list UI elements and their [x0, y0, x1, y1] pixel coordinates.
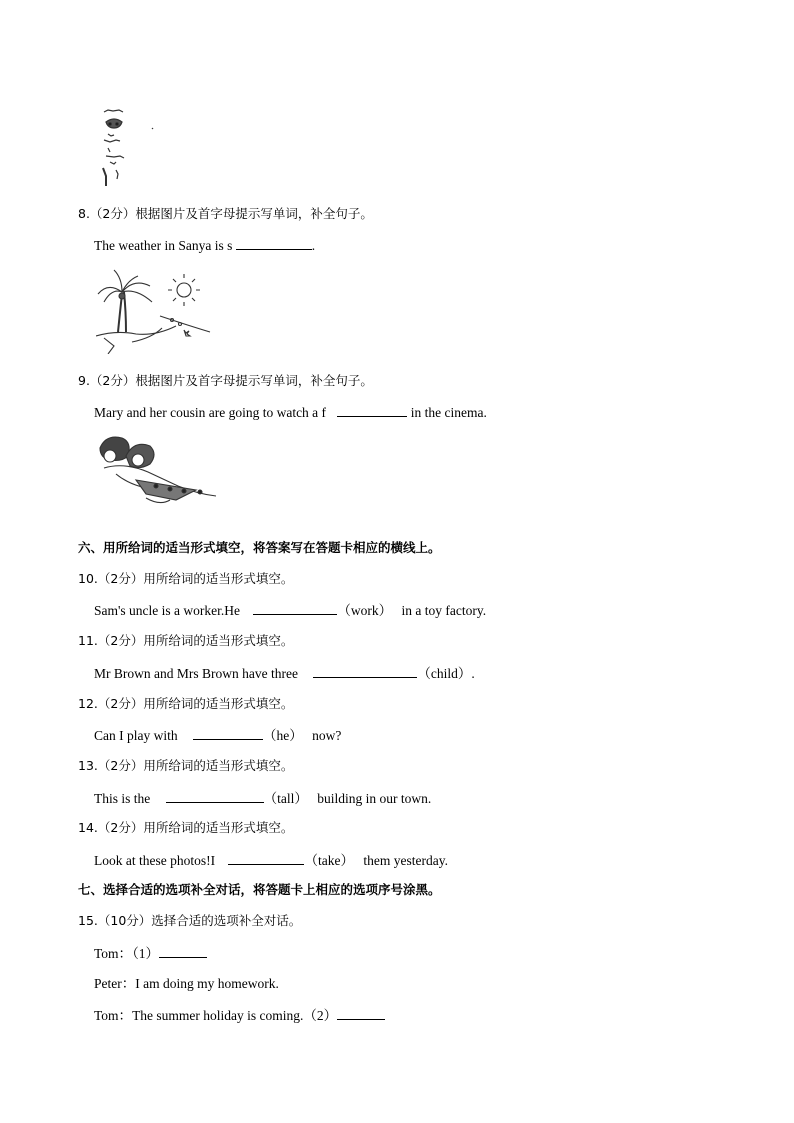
- dialogue-line-1-text: （1）: [132, 946, 160, 961]
- question-13-hint: （tall）: [263, 791, 308, 806]
- question-10-header: 10.（2分）用所给词的适当形式填空。: [78, 571, 294, 586]
- question-12-sentence: [94, 727, 341, 744]
- question-13-answer-blank[interactable]: [166, 790, 264, 803]
- speaker-peter: Peter：: [94, 976, 136, 991]
- question-14-answer-blank[interactable]: [228, 852, 304, 865]
- question-11-text-before: Mr Brown and Mrs Brown have three: [94, 666, 298, 681]
- question-14-header: 14.（2分）用所给词的适当形式填空。: [78, 820, 294, 835]
- dialogue-line-1: [94, 945, 207, 962]
- question-14-hint: （take）: [304, 853, 354, 868]
- question-9-answer-blank[interactable]: [337, 404, 407, 417]
- question-10-sentence: [94, 602, 486, 619]
- top-figure-illustration: [96, 104, 160, 190]
- question-11-hint: （child）: [417, 666, 472, 681]
- section-7-title: 七、选择合适的选项补全对话，将答题卡上相应的选项序号涂黑。: [78, 882, 441, 897]
- dialogue-line-3: [94, 1007, 385, 1024]
- question-14-text-before: Look at these photos!I: [94, 853, 216, 868]
- question-15-header: 15.（10分）选择合适的选项补全对话。: [78, 913, 302, 928]
- question-14-text-after: them yesterday.: [363, 853, 448, 868]
- dialogue-line-2: [94, 976, 279, 992]
- question-8-answer-blank[interactable]: [236, 237, 312, 250]
- question-10-hint: （work）: [337, 603, 393, 618]
- question-14-sentence: [94, 852, 448, 869]
- speaker-tom: Tom：: [94, 946, 133, 961]
- cinema-children-illustration: [96, 434, 220, 514]
- speaker-tom: Tom：: [94, 1008, 133, 1023]
- question-8-text-after: .: [311, 238, 316, 253]
- dialogue-blank-2[interactable]: [337, 1007, 385, 1020]
- question-12-text-after: now?: [312, 728, 342, 743]
- question-9-header: 9.（2分）根据图片及首字母提示写单词，补全句子。: [78, 373, 373, 388]
- question-10-answer-blank[interactable]: [253, 602, 337, 615]
- question-12-text-before: Can I play with: [94, 728, 178, 743]
- question-11-answer-blank[interactable]: [313, 665, 417, 678]
- question-8-sentence: [94, 237, 315, 254]
- question-9-sentence: [94, 404, 487, 421]
- question-13-sentence: [94, 790, 431, 807]
- question-13-text-after: building in our town.: [317, 791, 432, 806]
- section-6-title: 六、用所给词的适当形式填空，将答案写在答题卡相应的横线上。: [78, 540, 441, 555]
- dialogue-line-2-text: I am doing my homework.: [135, 976, 279, 991]
- dialogue-blank-1[interactable]: [159, 945, 207, 958]
- question-12-hint: （he）: [263, 728, 303, 743]
- question-9-text-after: in the cinema.: [410, 405, 487, 420]
- question-11-header: 11.（2分）用所给词的适当形式填空。: [78, 633, 294, 648]
- question-9-text-before: Mary and her cousin are going to watch a f: [94, 405, 327, 420]
- dialogue-line-3-text: The summer holiday is coming.（2）: [132, 1008, 338, 1023]
- question-12-header: 12.（2分）用所给词的适当形式填空。: [78, 696, 294, 711]
- question-13-text-before: This is the: [94, 791, 151, 806]
- question-11-text-after: .: [471, 666, 475, 681]
- question-8-header: 8.（2分）根据图片及首字母提示写单词，补全句子。: [78, 206, 373, 221]
- question-11-sentence: [94, 665, 475, 682]
- question-10-text-before: Sam's uncle is a worker.He: [94, 603, 241, 618]
- question-13-header: 13.（2分）用所给词的适当形式填空。: [78, 758, 294, 773]
- question-12-answer-blank[interactable]: [193, 727, 263, 740]
- beach-sun-illustration: [96, 266, 214, 354]
- question-10-text-after: in a toy factory.: [401, 603, 487, 618]
- question-8-text-before: The weather in Sanya is s: [94, 238, 233, 253]
